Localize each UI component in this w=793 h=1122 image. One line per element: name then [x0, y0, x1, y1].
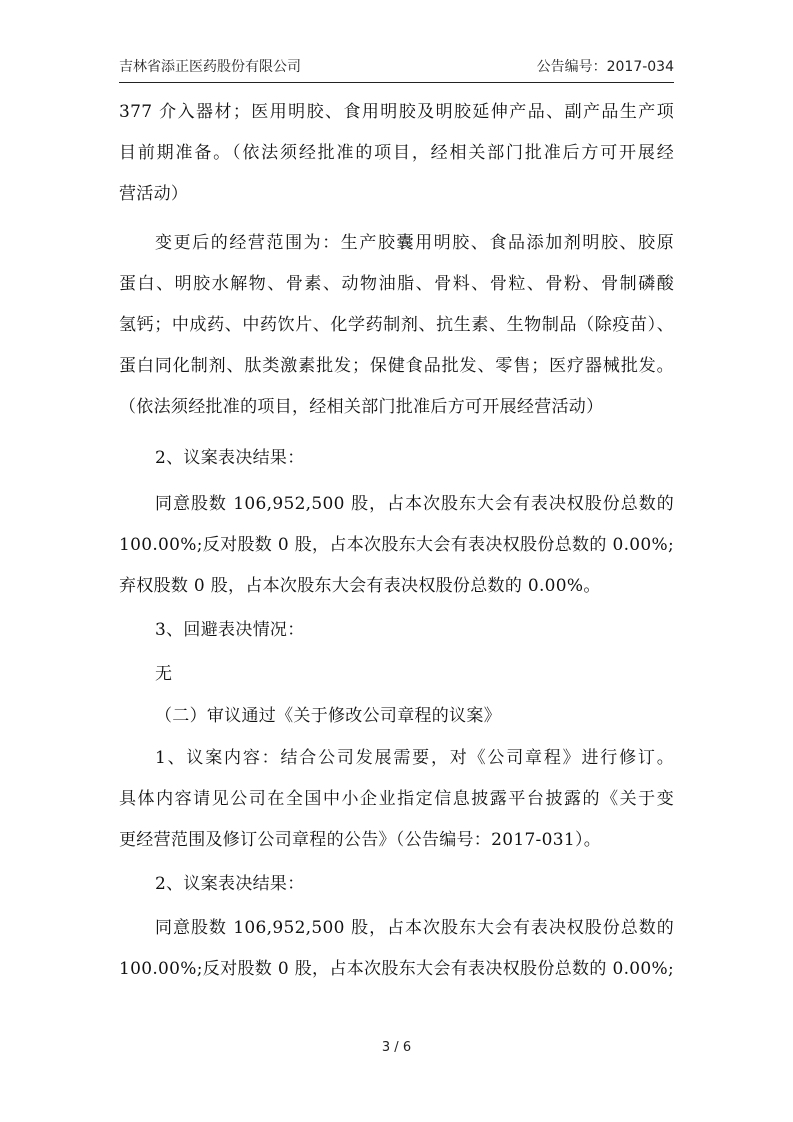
- body-line: 蛋白同化制剂、肽类激素批发；保健食品批发、零售；医疗器械批发。: [119, 356, 674, 376]
- body-line: 氢钙；中成药、中药饮片、化学药制剂、抗生素、生物制品（除疫苗）、: [119, 315, 674, 335]
- company-name: 吉林省添正医药股份有限公司: [119, 59, 301, 75]
- body-line: 蛋白、明胶水解物、骨素、动物油脂、骨料、骨粒、骨粉、骨制磷酸: [119, 274, 674, 294]
- body-line: 营活动）: [119, 184, 189, 204]
- body-line: 100.00%;反对股数 0 股，占本次股东大会有表决权股份总数的 0.00%;: [119, 535, 674, 555]
- body-line: 更经营范围及修订公司章程的公告》（公告编号：2017-031）。: [119, 830, 602, 850]
- body-line: 具体内容请见公司在全国中小企业指定信息披露平台披露的《关于变: [119, 789, 674, 809]
- body-line: 无: [155, 664, 173, 684]
- body-line: 同意股数 106,952,500 股，占本次股东大会有表决权股份总数的: [155, 494, 674, 514]
- section-heading: 2、议案表决结果：: [155, 874, 305, 894]
- section-heading: 2、议案表决结果：: [155, 448, 305, 468]
- page-header: [119, 56, 674, 83]
- body-line: 同意股数 106,952,500 股，占本次股东大会有表决权股份总数的: [155, 918, 674, 938]
- body-line: 弃权股数 0 股，占本次股东大会有表决权股份总数的 0.00%。: [119, 576, 601, 596]
- body-line: 377 介入器材；医用明胶、食用明胶及明胶延伸产品、副产品生产项: [119, 102, 674, 122]
- body-line: 变更后的经营范围为：生产胶囊用明胶、食品添加剂明胶、胶原: [155, 233, 674, 253]
- section-heading: （二）审议通过《关于修改公司章程的议案》: [155, 706, 501, 726]
- body-line: 目前期准备。（依法须经批准的项目，经相关部门批准后方可开展经: [119, 143, 674, 163]
- body-line: 100.00%;反对股数 0 股，占本次股东大会有表决权股份总数的 0.00%;: [119, 959, 674, 979]
- page-number: 3 / 6: [381, 1040, 412, 1055]
- section-heading: 3、回避表决情况：: [155, 620, 305, 640]
- announcement-number: 公告编号：2017-034: [536, 59, 674, 75]
- body-line: （依法须经批准的项目，经相关部门批准后方可开展经营活动）: [119, 397, 604, 417]
- body-line: 1、议案内容：结合公司发展需要，对《公司章程》进行修订。: [155, 748, 674, 768]
